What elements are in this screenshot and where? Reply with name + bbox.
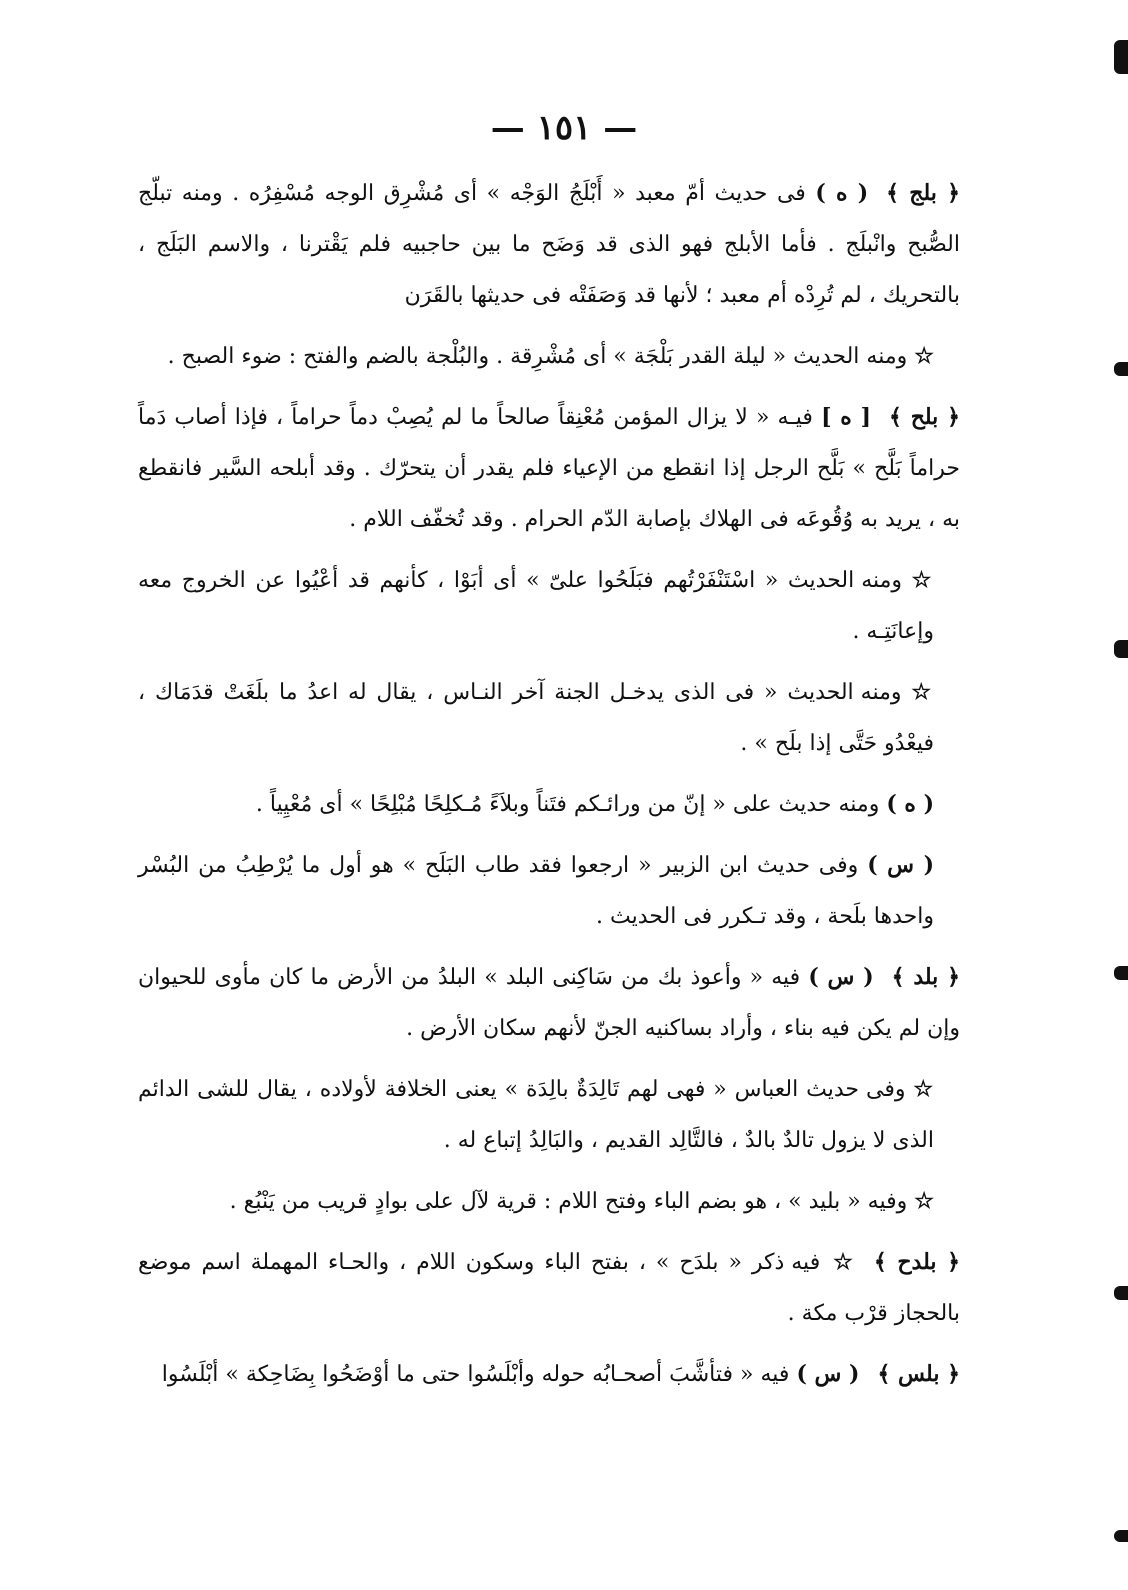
entry-balaha-hadith-1 [138, 555, 960, 657]
entry-headword: ﴿ بلج ﴾ [886, 180, 960, 206]
entry-text: فيـه « لا يزال المؤمن مُعْنِقاً صالحاً ما لم يُصِبْ دماً حراماً ، فإذا أصاب دَماً حراماً بَلَّح » بَلَّح الرجل إذا انقطع من الإعياء فلم يقدر أن يتحرّك . وقد أبلحه السَّير فانقطع به ، يريد به وُقُوعَه فى الهلاك بإصابة الدّم الحرام . وقد تُخفّف اللام . [138, 405, 960, 532]
source-marker: ( ه ) [815, 180, 869, 206]
source-marker: [ ه ] [821, 404, 872, 430]
scan-edge-mark [1114, 40, 1128, 74]
source-marker: ( س ) [808, 964, 874, 990]
star-marker: ☆ [911, 567, 934, 593]
source-marker: ( س ) [867, 852, 934, 878]
scan-edge-mark [1114, 1286, 1128, 1300]
star-marker: ☆ [913, 1076, 934, 1102]
entry-headword: ﴿ بلح ﴾ [889, 404, 960, 430]
entry-text: فيه « وأعوذ بك من سَاكِنى البلد » البلدُ من الأرض ما كان مأوى للحيوان وإن لم يكن فيه بناء ، وأراد بساكنيه الجنّ لأنهم سكان الأرض . [138, 965, 960, 1041]
entry-text: فيه ذكر « بلدَح » ، بفتح الباء وسكون اللام ، والحـاء المهملة اسم موضع بالحجاز قرْب مكة . [138, 1250, 960, 1326]
star-marker: ☆ [911, 679, 934, 705]
page-number: — ١٥١ — [490, 108, 638, 148]
entry-headword: ﴿ بلدح ﴾ [873, 1249, 960, 1275]
entry-headword: ﴿ بلد ﴾ [891, 964, 960, 990]
entry-balad-hadith-2 [138, 1176, 960, 1227]
scan-edge-mark [1114, 966, 1128, 980]
entry-text: ومنه الحديث « ليلة القدر بَلْجَة » أى مُشْرِقة . والبُلْجة بالضم والفتح : ضوء الصبح . [167, 344, 908, 369]
entry-balad [138, 952, 960, 1054]
entry-balaja-hadith [138, 331, 960, 382]
entry-text: وفيه « بليد » ، هو بضم الباء وفتح اللام : قرية لآل على بوادٍ قريب من يَنْبُع . [229, 1189, 908, 1214]
entry-text: وفى حديث العباس « فهى لهم تَالِدَةٌ بالِدَة » يعنى الخلافة لأولاده ، يقال للشى الدائم الذى لا يزول تالدٌ بالدٌ ، فالتَّالِد القديم ، والبَالِدُ إتباع له . [138, 1077, 934, 1153]
dictionary-text [138, 168, 960, 1410]
entry-balaha-hadith-3 [138, 779, 960, 830]
scan-edge-mark [1114, 362, 1128, 376]
entry-balaha [138, 392, 960, 545]
star-marker: ☆ [914, 1188, 934, 1214]
entry-headword: ﴿ بلس ﴾ [877, 1361, 960, 1387]
source-marker: ( ه ) [886, 791, 934, 817]
entry-baldah [138, 1237, 960, 1339]
source-marker: ( س ) [796, 1361, 860, 1387]
entry-text: ومنه الحديث « فى الذى يدخـل الجنة آخر النـاس ، يقال له اعدُ ما بلَغَتْ قدَمَاك ، فيعْدُو حَتَّى إذا بلَح » . [138, 680, 934, 756]
star-marker: ☆ [914, 343, 934, 369]
scan-edge-mark [1114, 640, 1128, 658]
entry-text: ومنه الحديث « اسْتَنْفَرْتُهم فبَلَحُوا علىّ » أى أبَوْا ، كأنهم قد أعْيُوا عن الخروج معه وإعانَتِـه . [138, 568, 934, 644]
entry-text: فى حديث أمّ معبد « أَبْلَجُ الوَجْه » أى مُشْرِق الوجه مُسْفِرُه . ومنه تبلّج الصُّبح وانْبلَج . فأما الأبلج فهو الذى قد وَضَح ما بين حاجبيه فلم يَقْترنا ، والاسم البَلَج ، بالتحريك ، لم تُرِدْه أم معبد ؛ لأنها قد وَصَفَتْه فى حديثها بالقَرَن [138, 181, 960, 308]
star-marker: ☆ [830, 1249, 856, 1275]
entry-balaha-hadith-2 [138, 667, 960, 769]
entry-text: وفى حديث ابن الزبير « ارجعوا فقد طاب البَلَح » هو أول ما يُرْطِبُ من البُسْر واحدها بلَحة ، وقد تـكرر فى الحديث . [138, 853, 934, 929]
entry-text: ومنه حديث على « إنّ من ورائـكم فتَناً وبلاَءً مُـكلِحًا مُبْلِحًا » أى مُعْيِياً . [255, 792, 880, 817]
entry-balaha-hadith-4 [138, 840, 960, 942]
entry-balasa [138, 1349, 960, 1400]
entry-balaja [138, 168, 960, 321]
entry-text: فيه « فتأشَّبَ أصحـابُه حوله وأبْلَسُوا حتى ما أوْضَحُوا بِضَاحِكة » أبْلَسُوا [161, 1362, 790, 1387]
scan-edge-mark [1114, 1530, 1128, 1542]
entry-balad-hadith-1 [138, 1064, 960, 1166]
